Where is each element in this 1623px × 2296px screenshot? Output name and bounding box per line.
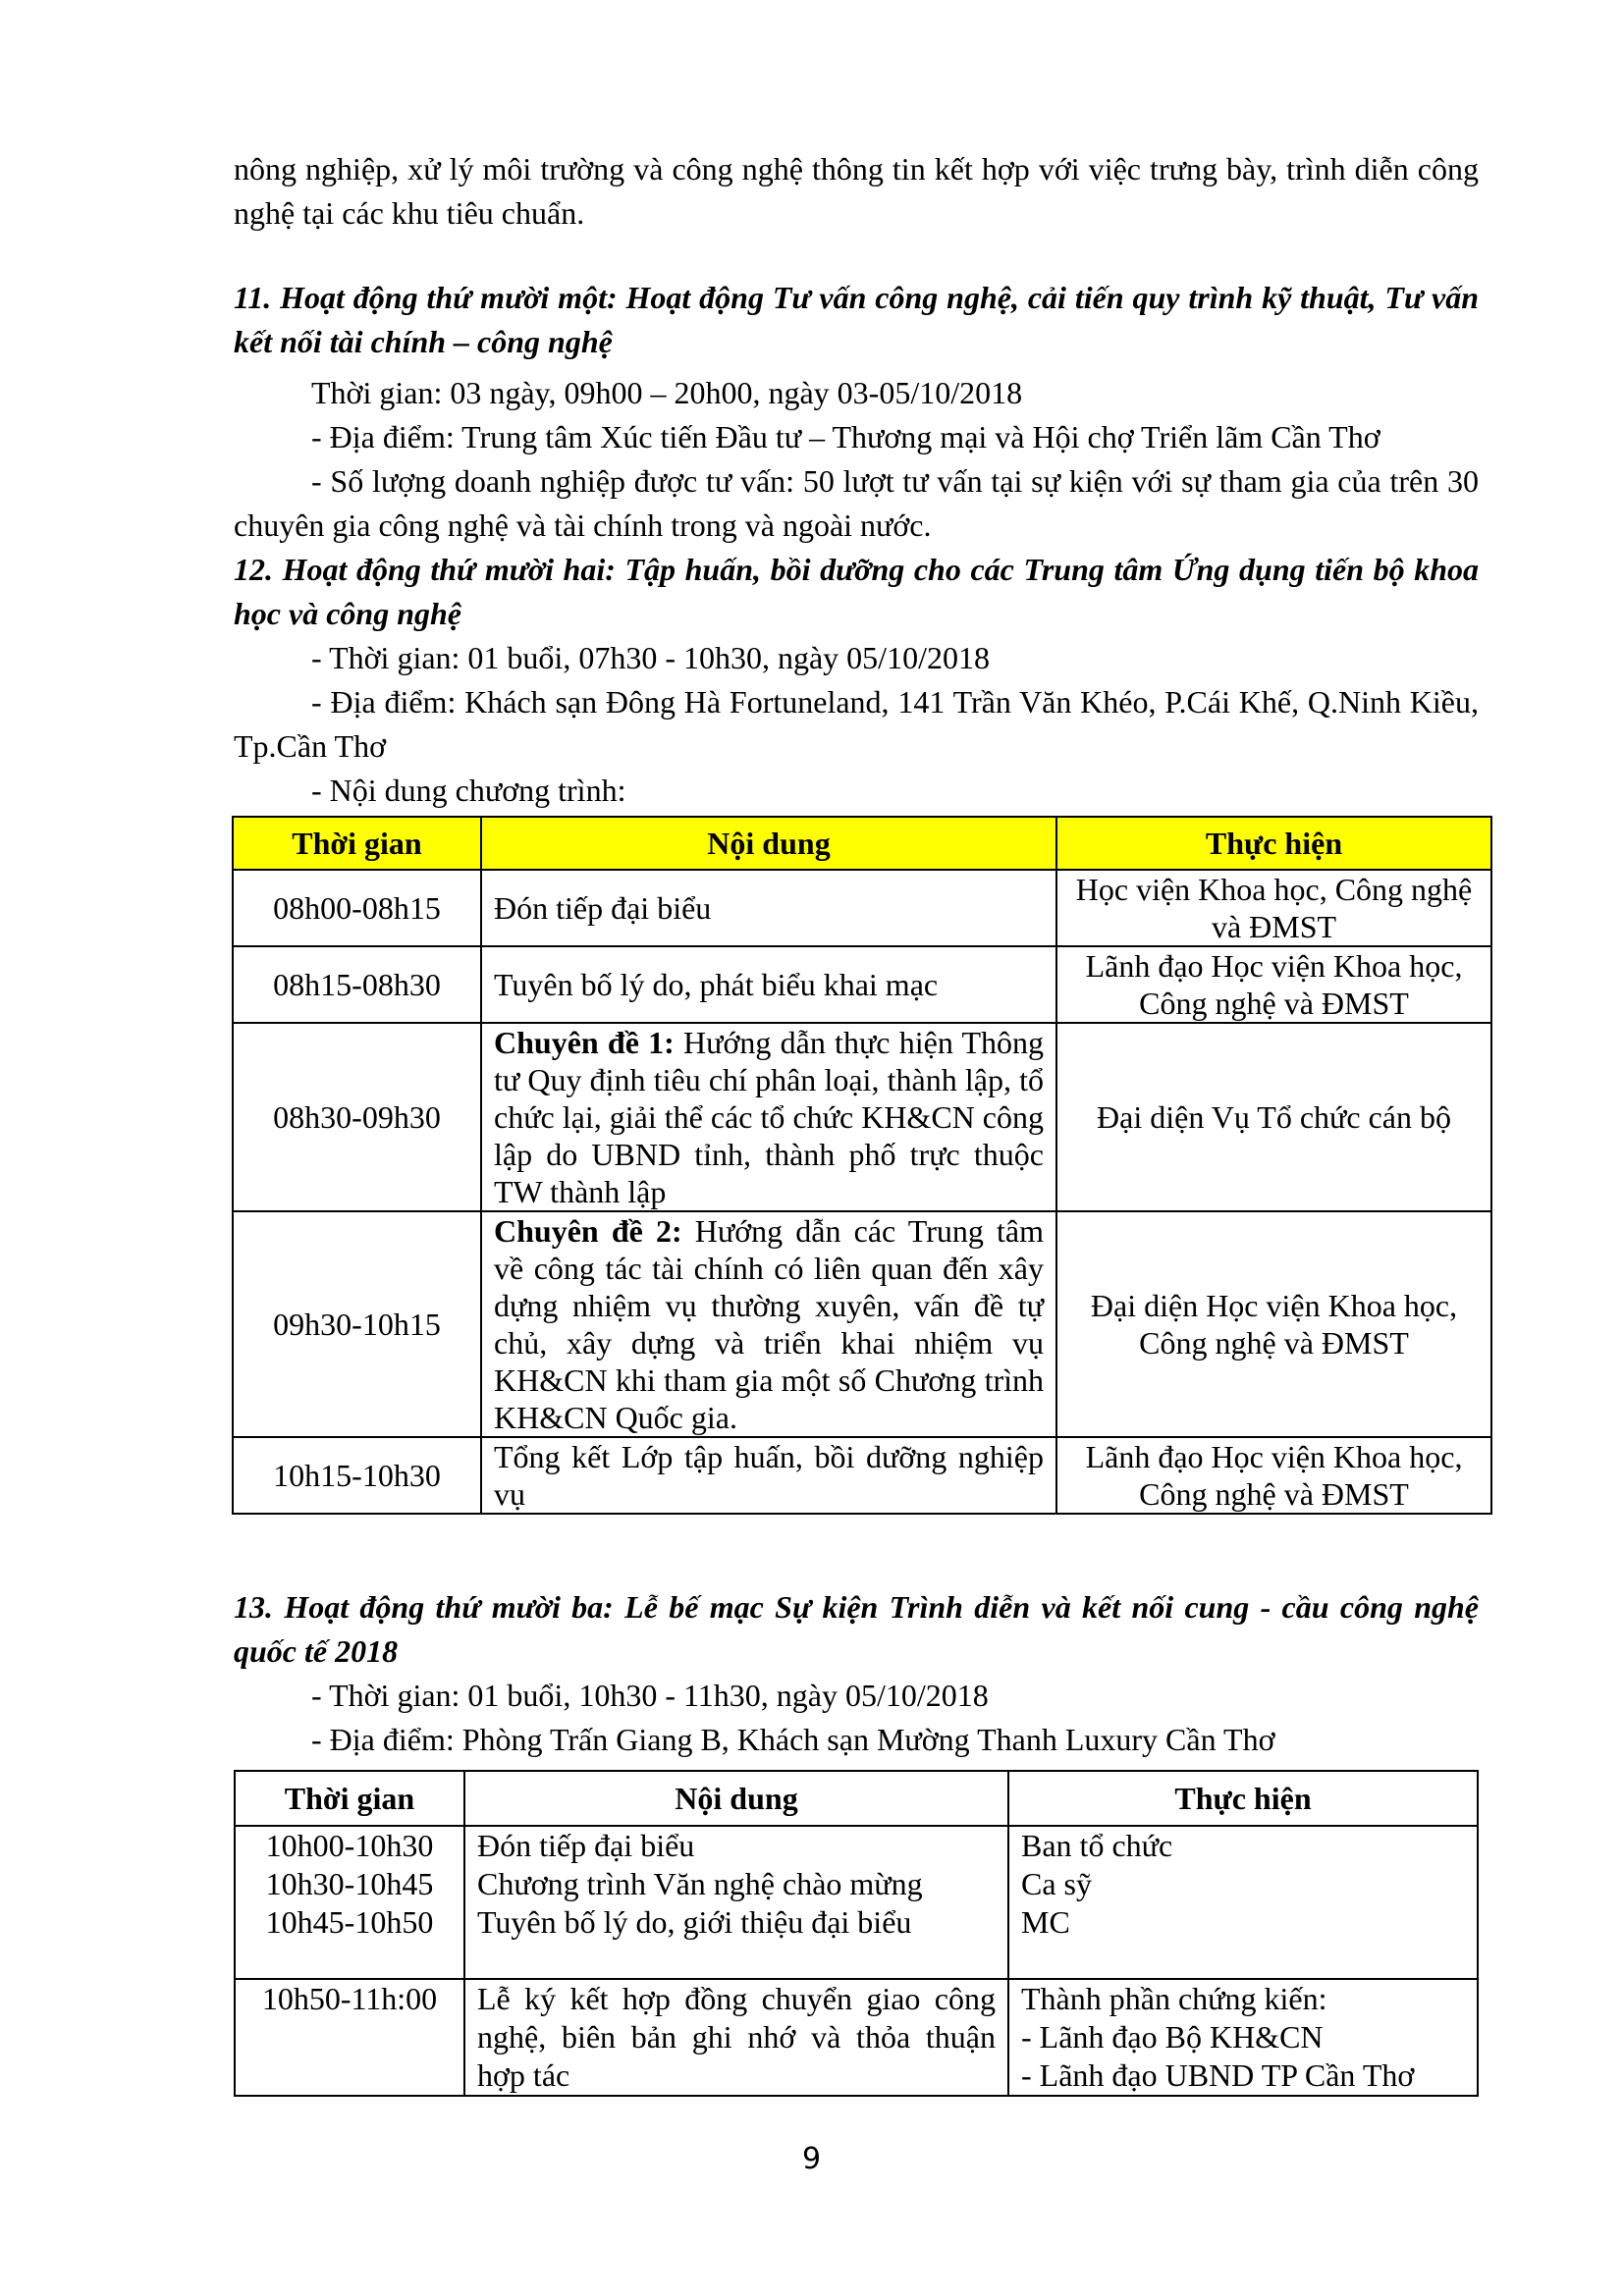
row-time: 10h30-10h45 (235, 1865, 464, 1903)
row-executor: MC (1008, 1903, 1478, 1979)
section-12-heading: 12. Hoạt động thứ mười hai: Tập huấn, bồi dưỡng cho các Trung tâm Ứng dụng tiến bộ khoa học và công nghệ (234, 552, 1479, 631)
table-row (233, 946, 1491, 1023)
row-topic-label: Chuyên đề 2: (494, 1213, 682, 1249)
row-executor: Lãnh đạo Học viện Khoa học, Công nghệ và ĐMST (1056, 1437, 1491, 1514)
section-12-place: - Địa điểm: Khách sạn Đông Hà Fortuneland, 141 Trần Văn Khéo, P.Cái Khế, Q.Ninh Kiều, Tp.Cần Thơ (234, 684, 1479, 764)
row-time: 10h45-10h50 (235, 1903, 464, 1979)
table-row (235, 1865, 1478, 1903)
document-body (234, 147, 1479, 2097)
section-13-time: - Thời gian: 01 buổi, 10h30 - 11h30, ngày 05/10/2018 (311, 1678, 989, 1713)
intro-paragraph: nông nghiệp, xử lý môi trường và công nghệ thông tin kết hợp với việc trưng bày, trình diễn công nghệ tại các khu tiêu chuẩn. (234, 151, 1479, 231)
row-content-text: Đón tiếp đại biểu (494, 890, 712, 926)
row-content-text: Hướng dẫn thực hiện Thông tư Quy định tiêu chí phân loại, thành lập, tổ chức lại, giải thể các tổ chức KH&CN công lập do UBND tỉnh, thành phố trực thuộc TW thành lập (494, 1025, 1045, 1209)
row-content (481, 946, 1056, 1023)
header-content: Nội dung (481, 817, 1056, 870)
section-11-heading: 11. Hoạt động thứ mười một: Hoạt động Tư vấn công nghệ, cải tiến quy trình kỹ thuật, Tư vấn kết nối tài chính – công nghệ (234, 280, 1479, 359)
table-row (233, 870, 1491, 946)
row-content: Đón tiếp đại biểu (464, 1826, 1008, 1865)
closing-ceremony-table (234, 1770, 1479, 2097)
header-time: Thời gian (235, 1771, 464, 1826)
row-content (481, 1437, 1056, 1514)
table-row (235, 1903, 1478, 1979)
row-content: Tuyên bố lý do, giới thiệu đại biểu (464, 1903, 1008, 1979)
header-executor: Thực hiện (1008, 1771, 1478, 1826)
training-program-table (232, 816, 1492, 1515)
row-content-text: Tuyên bố lý do, phát biểu khai mạc (494, 967, 939, 1002)
table-row (235, 1979, 1478, 2096)
executor-line: - Lãnh đạo UBND TP Cần Thơ (1021, 2057, 1415, 2093)
table-row (233, 1023, 1491, 1211)
row-content (481, 1023, 1056, 1211)
row-content-text: Hướng dẫn các Trung tâm về công tác tài chính có liên quan đến xây dựng nhiệm vụ thường xuyên, vấn đề tự chủ, xây dựng và triển khai nhiệm vụ KH&CN khi tham gia một số Chương trình KH&CN Quốc gia. (494, 1213, 1045, 1435)
row-executor: Học viện Khoa học, Công nghệ và ĐMST (1056, 870, 1491, 946)
row-executor: Đại diện Học viện Khoa học, Công nghệ và ĐMST (1056, 1211, 1491, 1437)
header-executor: Thực hiện (1056, 817, 1491, 870)
row-executor: Đại diện Vụ Tổ chức cán bộ (1056, 1023, 1491, 1211)
row-time: 10h00-10h30 (235, 1826, 464, 1865)
row-executor: Ban tổ chức (1008, 1826, 1478, 1865)
row-time: 08h00-08h15 (233, 870, 481, 946)
row-executor (1008, 1979, 1478, 2096)
section-13-place: - Địa điểm: Phòng Trấn Giang B, Khách sạn Mường Thanh Luxury Cần Thơ (311, 1722, 1275, 1757)
header-content: Nội dung (464, 1771, 1008, 1826)
section-12-program-label: - Nội dung chương trình: (311, 773, 626, 808)
row-content (481, 1211, 1056, 1437)
row-executor: Lãnh đạo Học viện Khoa học, Công nghệ và ĐMST (1056, 946, 1491, 1023)
page-number: 9 (801, 2142, 822, 2176)
row-topic-label: Chuyên đề 1: (494, 1025, 675, 1060)
row-time: 09h30-10h15 (233, 1211, 481, 1437)
section-13-heading: 13. Hoạt động thứ mười ba: Lễ bế mạc Sự kiện Trình diễn và kết nối cung - cầu công nghệ quốc tế 2018 (234, 1589, 1479, 1669)
row-content: Lễ ký kết hợp đồng chuyển giao công nghệ, biên bản ghi nhớ và thỏa thuận hợp tác (464, 1979, 1008, 2096)
table-header-row (233, 817, 1491, 870)
table-row (233, 1437, 1491, 1514)
table-row (233, 1211, 1491, 1437)
row-content-text: Tổng kết Lớp tập huấn, bồi dưỡng nghiệp vụ (494, 1439, 1044, 1512)
section-12-time: - Thời gian: 01 buổi, 07h30 - 10h30, ngày 05/10/2018 (311, 640, 990, 675)
executor-line: Thành phần chứng kiến: (1021, 1981, 1327, 2016)
row-executor: Ca sỹ (1008, 1865, 1478, 1903)
header-time: Thời gian (233, 817, 481, 870)
section-11-place: - Địa điểm: Trung tâm Xúc tiến Đầu tư – Thương mại và Hội chợ Triển lãm Cần Thơ (311, 419, 1380, 454)
executor-line: - Lãnh đạo Bộ KH&CN (1021, 2019, 1324, 2055)
row-content (481, 870, 1056, 946)
table-header-row (235, 1771, 1478, 1826)
row-time: 10h50-11h:00 (235, 1979, 464, 2096)
table-row (235, 1826, 1478, 1865)
row-content: Chương trình Văn nghệ chào mừng (464, 1865, 1008, 1903)
section-11-time: Thời gian: 03 ngày, 09h00 – 20h00, ngày 03-05/10/2018 (311, 375, 1023, 410)
row-time: 10h15-10h30 (233, 1437, 481, 1514)
row-time: 08h30-09h30 (233, 1023, 481, 1211)
section-11-count: - Số lượng doanh nghiệp được tư vấn: 50 lượt tư vấn tại sự kiện với sự tham gia của trên 30 chuyên gia công nghệ và tài chính trong và ngoài nước. (234, 463, 1479, 543)
row-time: 08h15-08h30 (233, 946, 481, 1023)
